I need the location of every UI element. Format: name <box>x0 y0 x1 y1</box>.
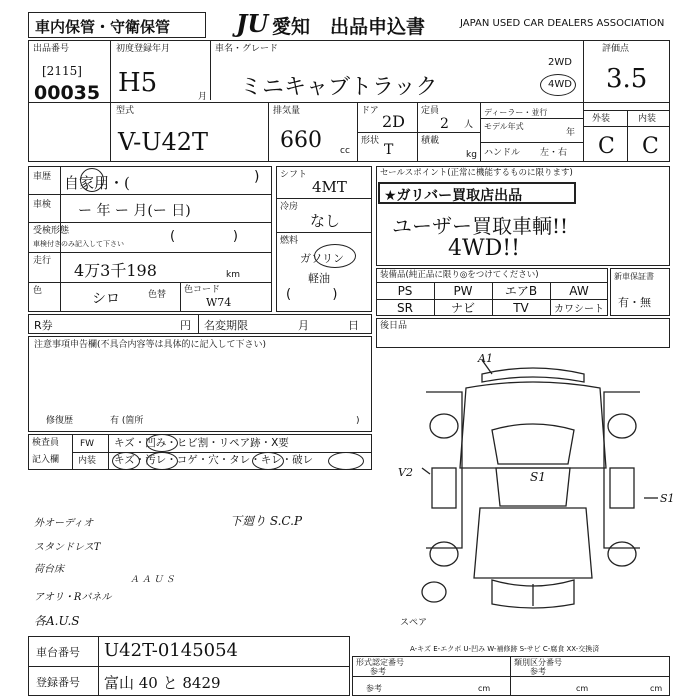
mark-s1-right: S1 <box>660 492 675 505</box>
org-name: 愛知 <box>272 16 311 38</box>
name-change-label: 名変期限 <box>204 319 248 332</box>
drive-4wd-circle <box>540 74 576 96</box>
shaken-label: 車検 <box>33 200 52 210</box>
damage-legend: A-キズ E-エクボ U-凹み W-補修跡 S-サビ C-腐食 XX-交換済 <box>410 645 600 653</box>
score-label: 評価点 <box>602 44 630 54</box>
r-ticket-unit: 円 <box>180 319 191 332</box>
interior-label: 内装 <box>638 114 657 124</box>
remark-bed: 荷台床 <box>34 564 64 575</box>
repair-history-value: 有 (箇所 <box>110 416 144 426</box>
equip-leather-seat: カワシート <box>554 304 604 315</box>
interior-row-label: 内装 <box>78 456 97 466</box>
load-label: 積載 <box>421 136 440 146</box>
storage-badge-text: 車内保管・守衛保管 <box>35 18 171 36</box>
equip-aw: AW <box>569 283 589 298</box>
inherit-sub: 車検付きのみ記入して下さい <box>33 240 124 248</box>
handle-label: ハンドル <box>484 148 521 158</box>
fuel-parens: ( ) <box>286 287 338 302</box>
record-label: 記入欄 <box>32 455 60 465</box>
plate-label: 登録番号 <box>36 676 80 689</box>
wheel-front-right <box>608 414 636 438</box>
remark-right-undercarriage: 下廻り S.C.P <box>230 514 303 528</box>
model-year-label: モデル年式 <box>484 122 524 131</box>
attention-box <box>28 336 372 432</box>
shape-value: T <box>384 142 394 158</box>
mark-s1-center: S1 <box>530 470 546 484</box>
shift-value: 4MT <box>312 178 347 196</box>
shift-label: シフト <box>280 170 308 180</box>
ac-label: 冷房 <box>280 202 299 212</box>
model-label: 型式 <box>116 106 135 116</box>
exterior-value: C <box>598 134 615 159</box>
shape-label: 形状 <box>361 136 380 146</box>
sales-point-line2: 4WD!! <box>448 236 520 261</box>
door-label: ドア <box>361 106 379 116</box>
drive-4wd: 4WD <box>548 79 572 90</box>
wheel-rear-right <box>608 542 636 566</box>
interior-value: C <box>642 134 659 159</box>
warranty-label: 新車保証書 <box>614 272 654 281</box>
score-value: 3.5 <box>606 64 648 94</box>
spare-label: スペア <box>400 618 428 628</box>
r-ticket-label: R券 <box>34 319 53 332</box>
windshield <box>492 424 574 464</box>
r-namechange-row <box>28 314 372 334</box>
year-unit: 年 <box>566 128 576 138</box>
cert-ref-label: 参考 <box>370 667 386 676</box>
mark-a1: A1 <box>478 352 493 365</box>
interior-items: キズ・汚レ・コゲ・穴・タレ・キレ・破レ <box>114 454 314 466</box>
equip-ps: PS <box>397 283 413 298</box>
sales-point-label: セールスポイント(正常に機能するものに限ります) <box>380 168 573 178</box>
inspector-label: 検査員 <box>32 438 60 448</box>
handle-value: 左・右 <box>540 148 568 158</box>
cert-number-label: 形式認定番号 <box>356 658 404 667</box>
capacity-value: 2 <box>440 116 449 132</box>
name-change-month: 月 <box>298 319 309 332</box>
class-number-label: 類別区分番号 <box>514 658 562 667</box>
fuel-diesel: 軽油 <box>308 272 330 285</box>
drive-2wd: 2WD <box>548 57 572 68</box>
ac-value: なし <box>310 212 341 230</box>
association-name: JAPAN USED CAR DEALERS ASSOCIATION <box>460 18 665 29</box>
equip-sr: SR <box>397 300 413 315</box>
circle-int-yabure <box>328 452 364 470</box>
spare-tire <box>422 582 446 602</box>
mileage-label: 走行 <box>33 256 52 266</box>
warranty-value: 有・無 <box>618 296 651 309</box>
left-door <box>432 468 456 508</box>
storage-badge <box>28 12 206 38</box>
equip-pw: PW <box>453 283 473 298</box>
chassis-value: U42T-0145054 <box>104 640 239 661</box>
cab-outline <box>460 382 606 468</box>
wheel-rear-left <box>430 542 458 566</box>
later-items-box <box>376 318 670 348</box>
fuel-label: 燃料 <box>280 236 299 246</box>
remark-audio: 外オーディオ <box>34 518 94 529</box>
cm-unit-3: cm <box>650 684 663 693</box>
lot-number: 00035 <box>34 82 101 104</box>
remark-aaus: Ａ Ａ Ｕ Ｓ <box>130 575 175 585</box>
circle-int-kizu <box>112 452 140 470</box>
class-ref-label: 参考 <box>530 667 546 676</box>
name-grade-value: ミニキャブトラック <box>240 75 438 100</box>
gulliver-banner-text: ★ガリバー買取店出品 <box>384 188 523 204</box>
displacement-value: 660 <box>280 128 322 153</box>
history-close-paren: ) <box>254 169 260 185</box>
name-change-day: 日 <box>348 319 359 332</box>
mileage-unit: km <box>226 270 240 280</box>
month-label: 月 <box>198 92 208 102</box>
inherit-label: 受検形態 <box>33 226 70 236</box>
dealer-label: ディーラー・並行 <box>484 108 548 117</box>
history-label: 車歴 <box>33 172 52 182</box>
later-items-label: 後日品 <box>380 321 408 331</box>
color-code-value: W74 <box>206 296 232 309</box>
fw-label: FW <box>80 439 95 449</box>
doc-title: 出品申込書 <box>330 16 426 38</box>
equip-navi: ナビ <box>450 301 475 315</box>
color-code-label: 色コード <box>184 285 221 295</box>
remark-studless: スタンドレスT <box>34 542 101 553</box>
lot-small: [2115] <box>42 64 82 78</box>
repair-history-label: 修復歴 <box>46 416 74 426</box>
color-label: 色 <box>33 286 43 296</box>
displacement-unit: cc <box>340 146 350 156</box>
displacement-label: 排気量 <box>273 106 301 116</box>
model-value: V-U42T <box>118 128 209 156</box>
remark-each: 各A.U.S <box>34 614 80 628</box>
history-value: 自家用・( <box>64 174 130 192</box>
mark-v2: V2 <box>398 466 413 479</box>
circle-int-tare <box>252 452 284 470</box>
vehicle-damage-diagram <box>396 348 670 640</box>
first-reg-label: 初度登録年月 <box>116 44 171 54</box>
ju-logo: JU <box>236 9 269 38</box>
cm-unit-2: cm <box>576 684 589 693</box>
first-reg-value: H5 <box>118 68 158 98</box>
repair-close-paren: ) <box>356 416 360 426</box>
color-value: シロ <box>92 291 120 307</box>
plate-value: 富山 40 と 8429 <box>104 674 221 692</box>
attention-label: 注意事項申告欄(不具合内容等は具体的に記入して下さい) <box>34 340 267 350</box>
capacity-unit: 人 <box>464 120 474 130</box>
gulliver-banner <box>378 182 576 204</box>
color-change-label: 色替 <box>148 290 167 300</box>
cm-unit-1: cm <box>478 684 491 693</box>
front-bumper <box>482 368 584 382</box>
inherit-parens: ( ) <box>170 229 238 244</box>
mileage-value: 4万3千198 <box>74 261 157 280</box>
remark-aori: アオリ・Rパネル <box>34 592 112 603</box>
sales-point-line1: ユーザー買取車輌!! <box>392 214 569 238</box>
equipment-label: 装備品(純正品に限り◎をつけてください) <box>380 270 539 280</box>
cargo-bed <box>474 508 592 578</box>
history-circle <box>80 168 104 192</box>
right-door <box>610 468 634 508</box>
chassis-label: 車台番号 <box>36 646 80 659</box>
fw-items: キズ・凹み・ヒビ割・リペア跡・X要 <box>114 437 289 449</box>
exterior-label: 外装 <box>592 114 611 124</box>
fuel-gasoline: ガソリン <box>300 252 344 265</box>
equip-airbag: エアB <box>504 284 538 298</box>
door-value: 2D <box>382 112 406 131</box>
fuel-gasoline-circle <box>314 244 356 268</box>
circle-int-yogore <box>146 452 178 470</box>
load-unit: kg <box>466 150 477 160</box>
wheel-front-left <box>430 414 458 438</box>
footer-ref-left: 参考 <box>366 684 382 693</box>
circle-hekomi <box>146 434 178 452</box>
lot-number-label: 出品番号 <box>33 44 70 54</box>
equip-tv: TV <box>513 300 529 315</box>
shaken-value: ー 年 ー 月(ー 日) <box>78 203 191 219</box>
name-grade-label: 車名・グレード <box>215 44 279 54</box>
capacity-label: 定員 <box>421 106 440 116</box>
